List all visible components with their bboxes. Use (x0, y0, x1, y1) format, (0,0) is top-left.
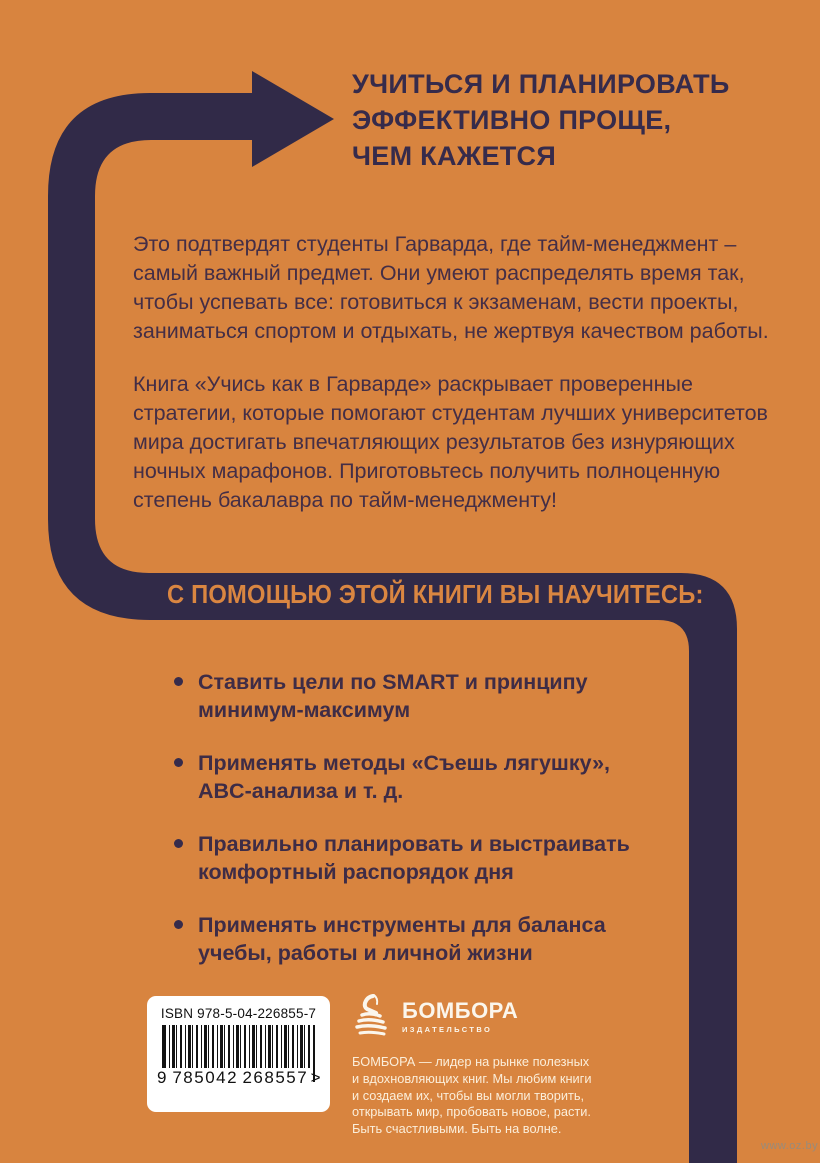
barcode-digit-group: 785042 (172, 1068, 239, 1087)
isbn-box (147, 996, 330, 1112)
headline-line: ЧЕМ КАЖЕТСЯ (352, 141, 557, 171)
bullet-list (174, 668, 664, 967)
headline-line: ЭФФЕКТИВНО ПРОЩЕ, (352, 105, 672, 135)
bullet-dot-icon (174, 677, 183, 686)
barcode-suffix: > (310, 1068, 322, 1087)
watermark-oz-by: www.oz.by (761, 1140, 819, 1152)
bullet-dot-icon (174, 920, 183, 929)
isbn-label: ISBN 978-5-04-226855-7 (160, 1006, 317, 1021)
publisher-logo (352, 993, 622, 1041)
description-line: и создаем их, чтобы вы могли творить, (352, 1087, 585, 1103)
barcode-digit-left: 9 (157, 1068, 168, 1087)
headline-line: УЧИТЬСЯ И ПЛАНИРОВАТЬ (352, 69, 730, 99)
publisher-block (352, 993, 622, 1138)
barcode-digits (147, 1068, 330, 1088)
bullet-text: Применять методы «Съешь лягушку», ABC-анализа и т. д. (198, 751, 611, 803)
bullet-dot-icon (174, 839, 183, 848)
intro-paragraph-2: Книга «Учись как в Гарварде» раскрывает проверенные стратегии, которые помогают студентам лучших университетов мира достигать впечатляющих результатов без изнуряющих ночных марафонов. Приготовьтесь получить полноценную степень бакалавра по тайм-менеджменту! (133, 372, 768, 512)
headline (352, 66, 730, 174)
intro-paragraph-1: Это подтвердят студенты Гарварда, где тайм-менеджмент – самый важный предмет. Они умеют распределять время так, чтобы успевать все: готовиться к экзаменам, вести проекты, заниматься спортом и отдыхать, не жертвуя качеством работы. (133, 232, 769, 343)
bombora-logo-icon (352, 993, 392, 1041)
description-line: и вдохновляющих книг. Мы любим книги (352, 1070, 592, 1086)
bullet-item (174, 668, 664, 724)
publisher-name: БОМБОРА (402, 998, 519, 1023)
bullet-item (174, 830, 664, 886)
publisher-name-stack (402, 1000, 518, 1034)
description-line: БОМБОРА — лидер на рынке полезных (352, 1054, 590, 1069)
bullet-item (174, 911, 664, 967)
description-line: Быть счастливыми. Быть на волне. (352, 1121, 562, 1137)
publisher-subtitle: ИЗДАТЕЛЬСТВО (402, 1025, 493, 1034)
banner-label: С ПОМОЩЬЮ ЭТОЙ КНИГИ ВЫ НАУЧИТЕСЬ: (167, 580, 704, 610)
publisher-description (352, 1054, 622, 1138)
bullet-text: Правильно планировать и выстраивать комфортный распорядок дня (198, 832, 630, 884)
bullet-text: Применять инструменты для баланса учебы, работы и личной жизни (198, 913, 606, 965)
barcode-digit-group: 268557 (242, 1068, 309, 1087)
bullet-item (174, 749, 664, 805)
bullet-text: Ставить цели по SMART и принципу минимум-максимум (198, 670, 588, 722)
bullet-dot-icon (174, 758, 183, 767)
description-line: открывать мир, пробовать новое, расти. (352, 1104, 591, 1120)
